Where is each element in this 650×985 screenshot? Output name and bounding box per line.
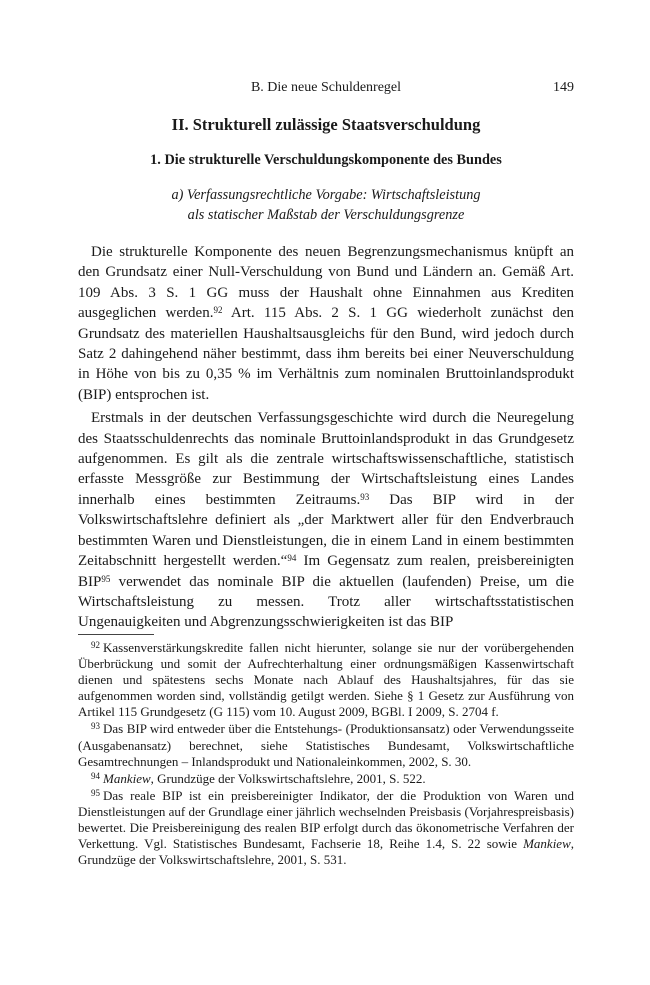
subsubsection-heading-line2: als statischer Maßstab der Verschuldungsgrenze — [187, 207, 465, 223]
footnote-95 — [78, 788, 574, 868]
footnote-number: 92 — [91, 640, 100, 650]
paragraph-2 — [78, 408, 574, 632]
footnote-ref-92[interactable]: 92 — [213, 305, 223, 316]
footnote-divider — [78, 634, 154, 635]
section-heading: II. Strukturell zulässige Staatsverschuldung — [171, 115, 481, 134]
body-text — [78, 242, 574, 636]
footnote-text: Kassenverstärkungskredite fallen nicht hierunter, solange sie nur der vorübergehenden Überbrückung und somit der Aufrechterhaltung einer ordnungsmäßigen Kassenwirtschaft dienen und spätestens sechs Monate nach Ablauf des Haushaltsjahres, für das sie aufgenommen worden sind, vollständig getilgt werden. Siehe § 1 Gesetz zur Ausführung von Artikel 115 Grundgesetz (G 115) vom 10. August 2009, BGBl. I 2009, S. 2704 f. — [78, 640, 574, 720]
footnote-text: , Grundzüge der Volkswirtschaftslehre, 2001, S. 531. — [78, 836, 574, 868]
running-head — [78, 78, 574, 98]
running-title: B. Die neue Schuldenregel — [250, 80, 402, 95]
paragraph-1-part-a: Die strukturelle Komponente des neuen Begrenzungsmechanismus knüpft an den Grundsatz einer Null-Verschuldung von Bund und Ländern an. Gemäß Art. 109 Abs. 3 S. 1 GG muss der Haushalt ohne Einnahmen aus Krediten ausgeglichen werden. — [78, 244, 574, 322]
footnote-ref-95[interactable]: 95 — [101, 573, 111, 584]
footnote-ref-93[interactable]: 93 — [360, 491, 370, 502]
footnote-number: 94 — [91, 770, 100, 781]
footnote-text: , Grundzüge der Volkswirtschaftslehre, 2001, S. 522. — [150, 770, 426, 786]
footnote-number: 93 — [91, 721, 100, 732]
footnotes — [78, 640, 574, 869]
footnote-ref-94[interactable]: 94 — [287, 553, 297, 564]
subsubsection-heading-line1: a) Verfassungsrechtliche Vorgabe: Wirtschaftsleistung — [171, 187, 481, 203]
footnote-author: Mankiew — [523, 836, 571, 852]
paragraph-2-part-a: Erstmals in der deutschen Verfassungsgeschichte wird durch die Neuregelung des Staatsschuldenrechts das nominale Bruttoinlandsprodukt in das Grundgesetz aufgenommen. Es gilt als die zentrale wirtschaftswissenschaftliche, statistisch erfasste Messgröße zur Bestimmung der Wirtschaftsleistung eines Landes innerhalb eines bestimmten Zeitraums. — [78, 410, 574, 508]
footnote-text: Das reale BIP ist ein preisbereinigter Indikator, der die Produktion von Waren und Dienstleistungen auf der Grundlage einer jährlich wechselnden Preisbasis (Vorjahrespreisbasis) bewertet. Die Preisbereinigung des realen BIP erfolgt durch das ökonometrische Verfahren der Verkettung. Vgl. Statistisches Bundesamt, Fachserie 18, Reihe 1.4, S. 22 sowie — [78, 787, 574, 852]
page-number: 149 — [553, 80, 574, 95]
paragraph-2-part-d: verwendet das nominale BIP die aktuellen (laufenden) Preise, um die Wirtschaftsleistung zu messen. Trotz aller wirtschaftsstatistischen Ungenauigkeiten und Abgrenzungsschwierigkeiten ist das BIP — [78, 573, 574, 631]
subsection-heading: 1. Die strukturelle Verschuldungskomponente des Bundes — [150, 152, 502, 168]
footnote-number: 95 — [91, 787, 100, 798]
paragraph-2-part-b: Das BIP wird in der Volkswirtschaftslehre definiert als „der Marktwert aller für den Endverbrauch bestimmten Waren und Dienstleistungen, die in einem Land in einem bestimmten Zeitabschnitt hergestellt werden.“ — [78, 491, 574, 570]
paragraph-1-part-b: Art. 115 Abs. 2 S. 1 GG wiederholt zunächst den Grundsatz des materiellen Haushaltsausgleichs für den Bund, wird jedoch durch Satz 2 dahingehend näher bestimmt, dass ihm bereits bei einer Neuverschuldung in Höhe von bis zu 0,35 % im Verhältnis zum nominalen Bruttoinlandsprodukt (BIP) entsprochen ist. — [78, 305, 574, 403]
footnote-93 — [78, 721, 574, 769]
footnote-92 — [78, 640, 574, 720]
subsubsection-heading — [78, 185, 574, 225]
paragraph-2-part-c: Im Gegensatz zum realen, preisbereinigten BIP — [78, 553, 574, 590]
footnote-text: Das BIP wird entweder über die Entstehungs- (Produktionsansatz) oder Verwendungsseite (Ausgabenansatz) berechnet, siehe Statistisches Bundesamt, Volkswirtschaftliche Gesamtrechnungen – Inlandsprodukt und Nationaleinkommen, 2002, S. 30. — [78, 721, 574, 769]
paragraph-1 — [78, 242, 574, 405]
footnote-author: Mankiew — [103, 770, 151, 786]
footnote-94 — [78, 771, 574, 787]
